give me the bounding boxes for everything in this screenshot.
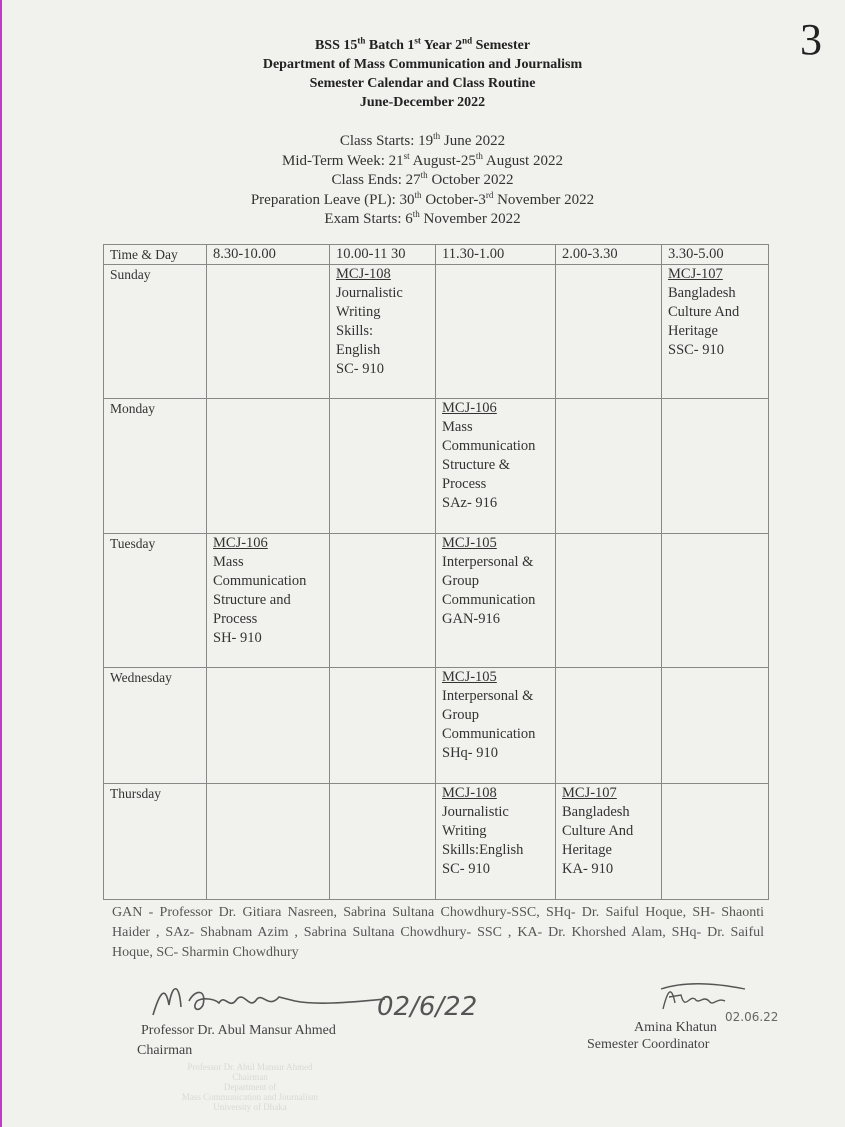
svg-text:02/6/22: 02/6/22 <box>377 992 478 1022</box>
course-line: SC- 910 <box>336 361 384 377</box>
empty-slot <box>330 534 436 668</box>
empty-slot <box>330 399 436 534</box>
course-line: Interpersonal & <box>442 688 534 704</box>
course-line: Writing <box>336 304 381 320</box>
class-slot <box>662 265 769 399</box>
course-line: Communication <box>213 573 307 589</box>
course-code: MCJ-106 <box>213 535 268 551</box>
course-line: SH- 910 <box>213 630 262 646</box>
faded-official-stamp: Professor Dr. Abul Mansur Ahmed Chairman Department of Mass Communication and Journalism University of Dhaka <box>181 1062 319 1112</box>
course-line: SHq- 910 <box>442 745 498 761</box>
empty-slot <box>556 265 662 399</box>
course-line: SAz- 916 <box>442 495 498 511</box>
chairman-name: Professor Dr. Abul Mansur Ahmed <box>141 1023 336 1038</box>
schedule-dates <box>0 132 845 230</box>
course-line: Writing <box>442 823 487 839</box>
column-header: 10.00-11 30 <box>330 245 436 265</box>
course-code: MCJ-106 <box>442 400 497 416</box>
header-department: Department of Mass Communication and Journalism <box>262 57 583 72</box>
course-line: Bangladesh <box>668 285 736 301</box>
class-ends: Class Ends: 27th October 2022 <box>331 170 514 188</box>
empty-slot <box>662 784 769 900</box>
course-line: Mass <box>213 554 244 570</box>
chairman-title: Chairman <box>137 1043 193 1058</box>
document-header <box>0 36 845 112</box>
day-label: Thursday <box>104 784 207 900</box>
course-line: Skills:English <box>442 842 524 858</box>
course-line: Journalistic <box>336 285 403 301</box>
course-line: SC- 910 <box>442 861 490 877</box>
table-row <box>104 265 769 399</box>
course-line: Group <box>442 573 480 589</box>
empty-slot <box>207 399 330 534</box>
header-batch-line: BSS 15th Batch 1st Year 2nd Semester <box>314 35 531 53</box>
empty-slot <box>207 265 330 399</box>
column-header: 2.00-3.30 <box>556 245 662 265</box>
course-line: Bangladesh <box>562 804 630 820</box>
column-header: Time & Day <box>104 245 207 265</box>
preparation-leave: Preparation Leave (PL): 30th October-3rd November 2022 <box>250 189 595 208</box>
course-line: Heritage <box>562 842 612 858</box>
course-line: Communication <box>442 592 536 608</box>
course-line: Communication <box>442 438 536 454</box>
empty-slot <box>207 784 330 900</box>
course-line: Journalistic <box>442 804 509 820</box>
empty-slot <box>330 668 436 784</box>
day-label: Sunday <box>104 265 207 399</box>
course-line: GAN-916 <box>442 611 500 627</box>
course-line: Skills: <box>336 323 374 339</box>
course-code: MCJ-107 <box>562 785 617 801</box>
course-line: Culture And <box>562 823 634 839</box>
class-slot <box>207 534 330 668</box>
course-code: MCJ-107 <box>668 266 723 282</box>
course-line: Heritage <box>668 323 718 339</box>
class-slot <box>436 399 556 534</box>
header-calendar-title: Semester Calendar and Class Routine <box>309 76 536 91</box>
table-row <box>104 784 769 900</box>
course-line: KA- 910 <box>562 861 614 877</box>
teacher-legend: GAN - Professor Dr. Gitiara Nasreen, Sabrina Sultana Chowdhury-SSC, SHq- Dr. Saiful Hoque, SH- Shaonti Haider , SAz- Shabnam Azim , Sabrina Sultana Chowdhury- SSC , KA- Dr. Khorshed Alam, SHq- Dr. Saiful Hoque, SC- Sharmin Chowdhury <box>112 905 764 960</box>
course-line: Structure and <box>213 592 291 608</box>
midterm-week: Mid-Term Week: 21st August-25th August 2022 <box>282 150 563 169</box>
course-code: MCJ-105 <box>442 535 497 551</box>
coordinator-title: Semester Coordinator <box>587 1037 710 1052</box>
course-line: Process <box>213 611 258 627</box>
course-line: Process <box>442 476 487 492</box>
column-header: 3.30-5.00 <box>662 245 769 265</box>
table-row <box>104 668 769 784</box>
svg-text:02.06.22: 02.06.22 <box>725 1010 779 1024</box>
class-slot <box>330 265 436 399</box>
empty-slot <box>556 668 662 784</box>
empty-slot <box>556 399 662 534</box>
day-label: Wednesday <box>104 668 207 784</box>
class-starts: Class Starts: 19th June 2022 <box>339 131 506 149</box>
table-row <box>104 399 769 534</box>
course-code: MCJ-108 <box>442 785 497 801</box>
empty-slot <box>436 265 556 399</box>
empty-slot <box>662 534 769 668</box>
course-line: Group <box>442 707 480 723</box>
class-slot <box>436 784 556 900</box>
empty-slot <box>662 399 769 534</box>
empty-slot <box>330 784 436 900</box>
column-header: 11.30-1.00 <box>436 245 556 265</box>
header-term: June-December 2022 <box>359 95 486 110</box>
class-slot <box>556 784 662 900</box>
empty-slot <box>662 668 769 784</box>
column-header: 8.30-10.00 <box>207 245 330 265</box>
exam-starts: Exam Starts: 6th November 2022 <box>324 209 521 227</box>
course-line: Structure & <box>442 457 511 473</box>
course-line: Mass <box>442 419 473 435</box>
class-slot <box>436 534 556 668</box>
course-line: SSC- 910 <box>668 342 725 358</box>
course-line: Interpersonal & <box>442 554 534 570</box>
empty-slot <box>207 668 330 784</box>
table-header-row <box>104 245 769 265</box>
class-routine-table <box>103 244 769 900</box>
course-line: Communication <box>442 726 536 742</box>
empty-slot <box>556 534 662 668</box>
page-number: 3 <box>800 15 822 64</box>
day-label: Monday <box>104 399 207 534</box>
day-label: Tuesday <box>104 534 207 668</box>
course-code: MCJ-108 <box>336 266 391 282</box>
class-slot <box>436 668 556 784</box>
course-code: MCJ-105 <box>442 669 497 685</box>
course-line: English <box>336 342 381 358</box>
chairman-signature <box>145 975 505 1025</box>
table-row <box>104 534 769 668</box>
course-line: Culture And <box>668 304 740 320</box>
coordinator-name: Amina Khatun <box>634 1020 717 1035</box>
